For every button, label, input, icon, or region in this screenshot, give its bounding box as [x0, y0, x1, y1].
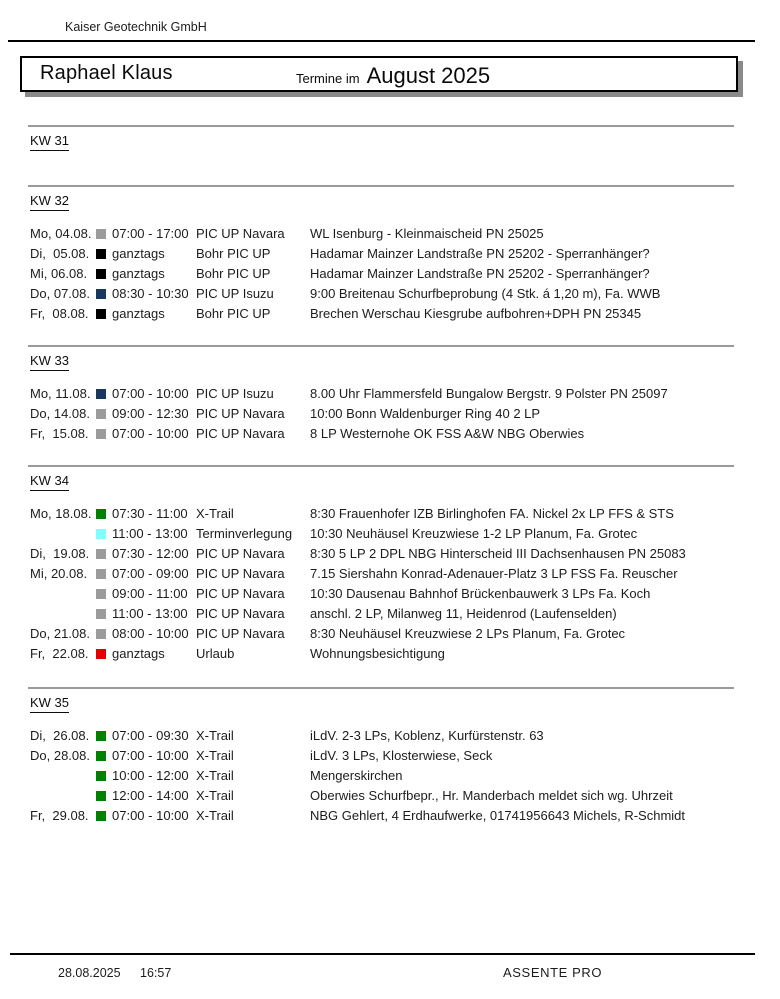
print-date: 28.08.2025: [58, 966, 121, 980]
appointment-description: iLdV. 2-3 LPs, Koblenz, Kurfürstenstr. 63: [310, 728, 544, 743]
appointment-resource: X-Trail: [196, 748, 234, 763]
title-month: August 2025: [366, 63, 491, 88]
appointment-description: Oberwies Schurfbepr., Hr. Manderbach meldet sich wg. Uhrzeit: [310, 788, 673, 803]
appointment-day: Mi, 20.08.: [30, 566, 88, 581]
appointment-time: ganztags: [112, 646, 165, 661]
appointment-row: [0, 264, 780, 284]
section-divider: [28, 125, 734, 127]
category-marker-icon: [96, 409, 106, 419]
category-marker-icon: [96, 771, 106, 781]
appointment-day: Do, 14.08.: [30, 406, 90, 421]
appointment-day: Fr, 15.08.: [30, 426, 89, 441]
appointment-day: Di, 19.08.: [30, 546, 90, 561]
appointment-time: 07:30 - 11:00: [112, 506, 188, 521]
report-title: [296, 58, 490, 95]
appointment-resource: Urlaub: [196, 646, 235, 661]
header-divider: [8, 40, 755, 42]
appointments-list: [0, 384, 780, 444]
appointment-description: anschl. 2 LP, Milanweg 11, Heidenrod (Laufenselden): [310, 606, 617, 621]
appointment-description: Mengerskirchen: [310, 768, 403, 783]
category-marker-icon: [96, 289, 106, 299]
appointment-description: 7.15 Siershahn Konrad-Adenauer-Platz 3 LP FSS Fa. Reuscher: [310, 566, 678, 581]
appointment-resource: X-Trail: [196, 768, 234, 783]
appointment-row: [0, 244, 780, 264]
print-time: 16:57: [140, 966, 172, 980]
appointment-time: 09:00 - 11:00: [112, 586, 188, 601]
appointment-time: 07:00 - 17:00: [112, 226, 189, 241]
appointment-day: Do, 21.08.: [30, 626, 90, 641]
appointment-day: Do, 07.08.: [30, 286, 90, 301]
company-name: Kaiser Geotechnik GmbH: [65, 20, 207, 34]
appointment-description: 10:30 Dausenau Bahnhof Brückenbauwerk 3 LPs Fa. Koch: [310, 586, 651, 601]
appointment-row: [0, 604, 780, 624]
appointment-resource: X-Trail: [196, 808, 234, 823]
appointment-day: Fr, 29.08.: [30, 808, 89, 823]
appointment-resource: Bohr PIC UP: [196, 246, 271, 261]
title-prefix: Termine im: [296, 71, 360, 86]
appointment-time: 07:00 - 09:30: [112, 728, 189, 743]
appointment-row: [0, 644, 780, 664]
appointment-resource: PIC UP Navara: [196, 426, 285, 441]
category-marker-icon: [96, 811, 106, 821]
appointment-description: iLdV. 3 LPs, Klosterwiese, Seck: [310, 748, 493, 763]
appointment-description: 10:00 Bonn Waldenburger Ring 40 2 LP: [310, 406, 541, 421]
appointment-resource: X-Trail: [196, 728, 234, 743]
appointment-time: 11:00 - 13:00: [112, 606, 188, 621]
appointment-time: 10:00 - 12:00: [112, 768, 189, 783]
category-marker-icon: [96, 269, 106, 279]
week-label: KW 31: [30, 133, 69, 151]
appointment-day: Di, 26.08.: [30, 728, 90, 743]
appointment-resource: PIC UP Navara: [196, 626, 285, 641]
category-marker-icon: [96, 649, 106, 659]
appointment-resource: PIC UP Navara: [196, 546, 285, 561]
appointment-description: 8.00 Uhr Flammersfeld Bungalow Bergstr. 9 Polster PN 25097: [310, 386, 668, 401]
appointment-resource: PIC UP Isuzu: [196, 286, 274, 301]
appointment-resource: X-Trail: [196, 788, 234, 803]
appointment-row: [0, 624, 780, 644]
appointment-row: [0, 424, 780, 444]
appointment-time: ganztags: [112, 266, 165, 281]
appointment-time: ganztags: [112, 246, 165, 261]
week-label: KW 33: [30, 353, 69, 371]
appointment-description: 10:30 Neuhäusel Kreuzwiese 1-2 LP Planum, Fa. Grotec: [310, 526, 638, 541]
appointment-time: 12:00 - 14:00: [112, 788, 189, 803]
report-title-box: [20, 56, 738, 92]
appointment-time: 08:00 - 10:00: [112, 626, 189, 641]
appointment-row: [0, 564, 780, 584]
appointment-description: Hadamar Mainzer Landstraße PN 25202 - Sperranhänger?: [310, 246, 650, 261]
appointment-time: 07:00 - 10:00: [112, 386, 189, 401]
appointment-row: [0, 524, 780, 544]
appointments-list: [0, 224, 780, 324]
section-divider: [28, 185, 734, 187]
category-marker-icon: [96, 249, 106, 259]
app-name: ASSENTE PRO: [503, 965, 603, 980]
appointment-resource: PIC UP Navara: [196, 566, 285, 581]
appointment-time: 08:30 - 10:30: [112, 286, 189, 301]
appointment-row: [0, 304, 780, 324]
appointment-row: [0, 806, 780, 826]
appointment-description: WL Isenburg - Kleinmaischeid PN 25025: [310, 226, 544, 241]
category-marker-icon: [96, 569, 106, 579]
appointment-description: Brechen Werschau Kiesgrube aufbohren+DPH PN 25345: [310, 306, 642, 321]
appointment-day: Fr, 08.08.: [30, 306, 89, 321]
appointment-resource: Terminverlegung: [196, 526, 293, 541]
appointment-row: [0, 504, 780, 524]
week-label: KW 32: [30, 193, 69, 211]
appointment-day: Fr, 22.08.: [30, 646, 89, 661]
person-name: Raphael Klaus: [40, 62, 173, 84]
appointment-description: 8:30 5 LP 2 DPL NBG Hinterscheid III Dachsenhausen PN 25083: [310, 546, 686, 561]
category-marker-icon: [96, 309, 106, 319]
appointment-day: Mo, 11.08.: [30, 386, 91, 401]
appointment-row: [0, 584, 780, 604]
appointment-resource: PIC UP Navara: [196, 226, 285, 241]
appointment-day: Mo, 04.08.: [30, 226, 92, 241]
section-divider: [28, 687, 734, 689]
section-divider: [28, 345, 734, 347]
appointment-time: 09:00 - 12:30: [112, 406, 189, 421]
appointment-row: [0, 786, 780, 806]
footer-divider: [10, 953, 755, 955]
appointment-description: NBG Gehlert, 4 Erdhaufwerke, 01741956643 Michels, R-Schmidt: [310, 808, 686, 823]
appointments-list: [0, 726, 780, 826]
appointment-time: 07:00 - 09:00: [112, 566, 189, 581]
appointment-row: [0, 766, 780, 786]
appointment-description: Hadamar Mainzer Landstraße PN 25202 - Sperranhänger?: [310, 266, 650, 281]
appointment-resource: X-Trail: [196, 506, 234, 521]
category-marker-icon: [96, 609, 106, 619]
category-marker-icon: [96, 529, 106, 539]
category-marker-icon: [96, 791, 106, 801]
appointment-row: [0, 284, 780, 304]
appointment-time: 07:00 - 10:00: [112, 426, 189, 441]
category-marker-icon: [96, 751, 106, 761]
appointment-day: Do, 28.08.: [30, 748, 90, 763]
appointment-time: 07:00 - 10:00: [112, 808, 189, 823]
appointment-time: 11:00 - 13:00: [112, 526, 188, 541]
appointment-resource: PIC UP Navara: [196, 406, 285, 421]
appointment-row: [0, 726, 780, 746]
category-marker-icon: [96, 389, 106, 399]
appointment-description: 8:30 Frauenhofer IZB Birlinghofen FA. Nickel 2x LP FFS & STS: [310, 506, 674, 521]
appointment-time: 07:30 - 12:00: [112, 546, 189, 561]
appointments-list: [0, 504, 780, 664]
appointment-resource: PIC UP Navara: [196, 606, 285, 621]
appointment-row: [0, 746, 780, 766]
appointment-day: Mi, 06.08.: [30, 266, 88, 281]
section-divider: [28, 465, 734, 467]
week-label: KW 34: [30, 473, 69, 491]
appointment-description: 8:30 Neuhäusel Kreuzwiese 2 LPs Planum, Fa. Grotec: [310, 626, 626, 641]
category-marker-icon: [96, 629, 106, 639]
category-marker-icon: [96, 509, 106, 519]
week-label: KW 35: [30, 695, 69, 713]
appointment-time: 07:00 - 10:00: [112, 748, 189, 763]
appointment-row: [0, 404, 780, 424]
appointment-day: Mo, 18.08.: [30, 506, 92, 521]
appointment-row: [0, 384, 780, 404]
appointment-resource: PIC UP Isuzu: [196, 386, 274, 401]
appointment-resource: Bohr PIC UP: [196, 266, 271, 281]
appointment-description: 8 LP Westernohe OK FSS A&W NBG Oberwies: [310, 426, 585, 441]
category-marker-icon: [96, 731, 106, 741]
appointment-row: [0, 224, 780, 244]
appointment-row: [0, 544, 780, 564]
appointment-resource: Bohr PIC UP: [196, 306, 271, 321]
appointment-time: ganztags: [112, 306, 165, 321]
appointment-day: Di, 05.08.: [30, 246, 90, 261]
category-marker-icon: [96, 429, 106, 439]
appointment-description: 9:00 Breitenau Schurfbeprobung (4 Stk. á 1,20 m), Fa. WWB: [310, 286, 661, 301]
appointment-description: Wohnungsbesichtigung: [310, 646, 445, 661]
category-marker-icon: [96, 229, 106, 239]
appointment-resource: PIC UP Navara: [196, 586, 285, 601]
category-marker-icon: [96, 589, 106, 599]
category-marker-icon: [96, 549, 106, 559]
